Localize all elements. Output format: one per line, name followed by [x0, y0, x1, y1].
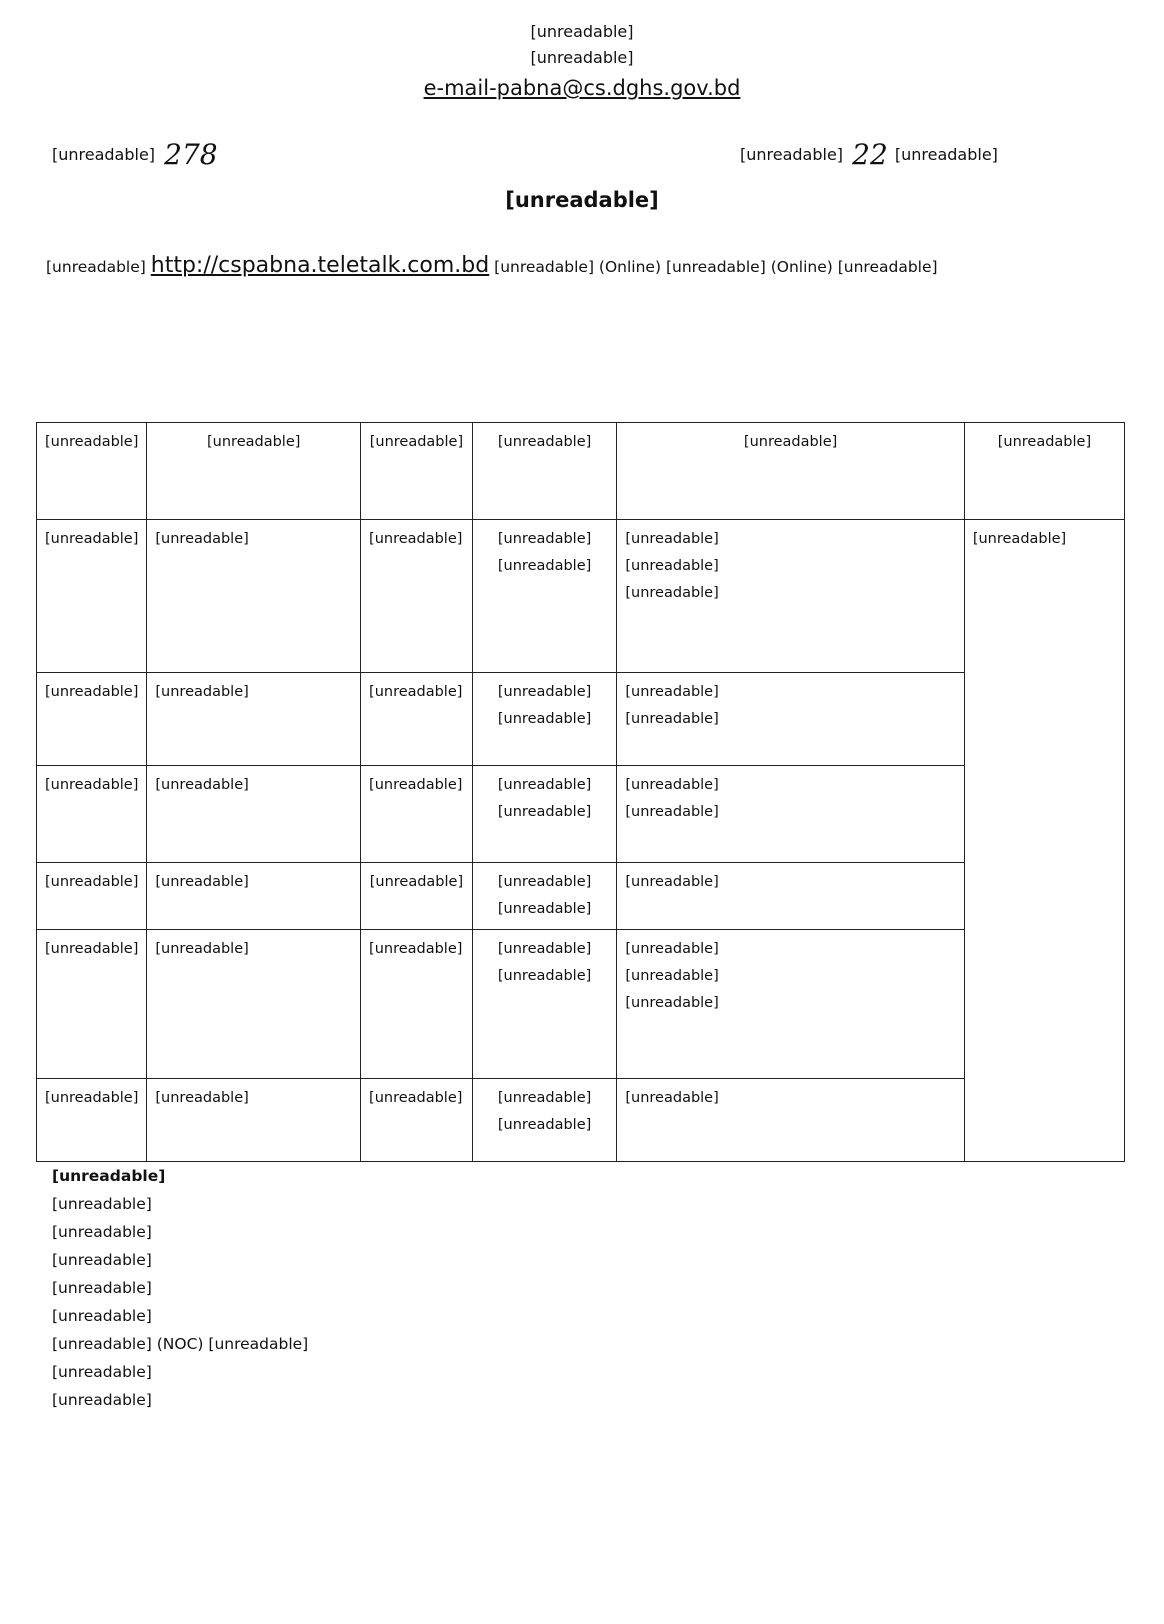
rule-item: [unreadable] [52, 1307, 152, 1325]
qualification-line: [unreadable] [625, 585, 719, 601]
table-header-row [37, 423, 1125, 520]
col-header-grade: [unreadable] [472, 423, 617, 520]
rule-item: [unreadable] (NOC) [unreadable] [52, 1335, 309, 1353]
application-rules [52, 1162, 1132, 1414]
rule-item: [unreadable] [52, 1279, 152, 1297]
qualification-line: [unreadable] [625, 684, 719, 700]
memo-handwritten-number: 278 [164, 138, 218, 171]
qualification-line: [unreadable] [625, 968, 719, 984]
grade-label: [unreadable] [497, 777, 592, 793]
grade-scale: [unreadable] [497, 804, 592, 820]
office-header: [unreadable] [530, 48, 634, 67]
row-grade [472, 1079, 617, 1162]
table-row [37, 1079, 1125, 1162]
grade-label: [unreadable] [497, 1090, 592, 1106]
qualification-line: [unreadable] [625, 995, 719, 1011]
qualification-line: [unreadable] [625, 941, 719, 957]
row-post: [unreadable] [147, 673, 361, 766]
col-header-qualification: [unreadable] [617, 423, 964, 520]
row-serial: [unreadable] [37, 863, 147, 930]
row-grade [472, 520, 617, 673]
grade-label: [unreadable] [497, 684, 592, 700]
table-row [37, 930, 1125, 1079]
application-website-link[interactable]: http://cspabna.teletalk.com.bd [150, 253, 490, 278]
rule-item: [unreadable] [52, 1363, 152, 1381]
row-serial: [unreadable] [37, 673, 147, 766]
table-row [37, 863, 1125, 930]
grade-scale: [unreadable] [497, 901, 592, 917]
eligibility-cell: [unreadable] [964, 520, 1124, 1162]
row-serial: [unreadable] [37, 766, 147, 863]
col-header-post-count: [unreadable] [361, 423, 473, 520]
row-grade [472, 766, 617, 863]
intro-text-after-url: [unreadable] (Online) [unreadable] (Online) [unreadable] [494, 258, 938, 276]
grade-label: [unreadable] [497, 874, 592, 890]
row-grade [472, 930, 617, 1079]
col-header-serial: [unreadable] [37, 423, 147, 520]
government-header: [unreadable] [530, 22, 634, 41]
row-count: [unreadable] [361, 766, 473, 863]
table-row [37, 673, 1125, 766]
page-title: [unreadable] [505, 188, 659, 212]
memo-label: [unreadable] [52, 145, 156, 164]
rule-item: [unreadable] [52, 1251, 152, 1269]
col-header-post-name: [unreadable] [147, 423, 361, 520]
row-qualification [617, 673, 964, 766]
row-serial: [unreadable] [37, 520, 147, 673]
grade-scale: [unreadable] [497, 711, 592, 727]
grade-label: [unreadable] [497, 941, 592, 957]
table-row [37, 520, 1125, 673]
date-label: [unreadable] [740, 145, 844, 164]
row-qualification [617, 520, 964, 673]
col-header-eligible-districts: [unreadable] [964, 423, 1124, 520]
grade-scale: [unreadable] [497, 1117, 592, 1133]
date-handwritten-day: 22 [852, 138, 888, 171]
memo-number [52, 134, 218, 171]
qualification-line: [unreadable] [625, 531, 719, 547]
row-post: [unreadable] [147, 930, 361, 1079]
memo-date [740, 134, 998, 171]
row-count: [unreadable] [361, 1079, 473, 1162]
row-post: [unreadable] [147, 863, 361, 930]
qualification-line: [unreadable] [625, 804, 719, 820]
row-post: [unreadable] [147, 1079, 361, 1162]
rule-item: [unreadable] [52, 1195, 152, 1213]
qualification-line: [unreadable] [625, 1090, 719, 1106]
row-count: [unreadable] [361, 930, 473, 1079]
row-qualification [617, 1079, 964, 1162]
row-post: [unreadable] [147, 520, 361, 673]
intro-text: [unreadable] [46, 258, 146, 276]
row-grade [472, 863, 617, 930]
row-serial: [unreadable] [37, 930, 147, 1079]
row-qualification [617, 930, 964, 1079]
grade-label: [unreadable] [497, 531, 592, 547]
row-grade [472, 673, 617, 766]
rule-item: [unreadable] [52, 1391, 152, 1409]
intro-paragraph [46, 250, 1120, 283]
row-post: [unreadable] [147, 766, 361, 863]
row-count: [unreadable] [361, 863, 473, 930]
office-email: e-mail-pabna@cs.dghs.gov.bd [423, 76, 741, 100]
vacancy-table [36, 422, 1125, 1162]
table-row [37, 766, 1125, 863]
row-count: [unreadable] [361, 673, 473, 766]
qualification-line: [unreadable] [625, 777, 719, 793]
rules-heading: [unreadable] [52, 1167, 166, 1185]
qualification-line: [unreadable] [625, 711, 719, 727]
qualification-line: [unreadable] [625, 874, 719, 890]
grade-scale: [unreadable] [497, 968, 592, 984]
row-qualification [617, 766, 964, 863]
date-rest: [unreadable] [894, 145, 998, 164]
row-count: [unreadable] [361, 520, 473, 673]
rule-item: [unreadable] [52, 1223, 152, 1241]
row-qualification [617, 863, 964, 930]
qualification-line: [unreadable] [625, 558, 719, 574]
row-serial: [unreadable] [37, 1079, 147, 1162]
grade-scale: [unreadable] [497, 558, 592, 574]
